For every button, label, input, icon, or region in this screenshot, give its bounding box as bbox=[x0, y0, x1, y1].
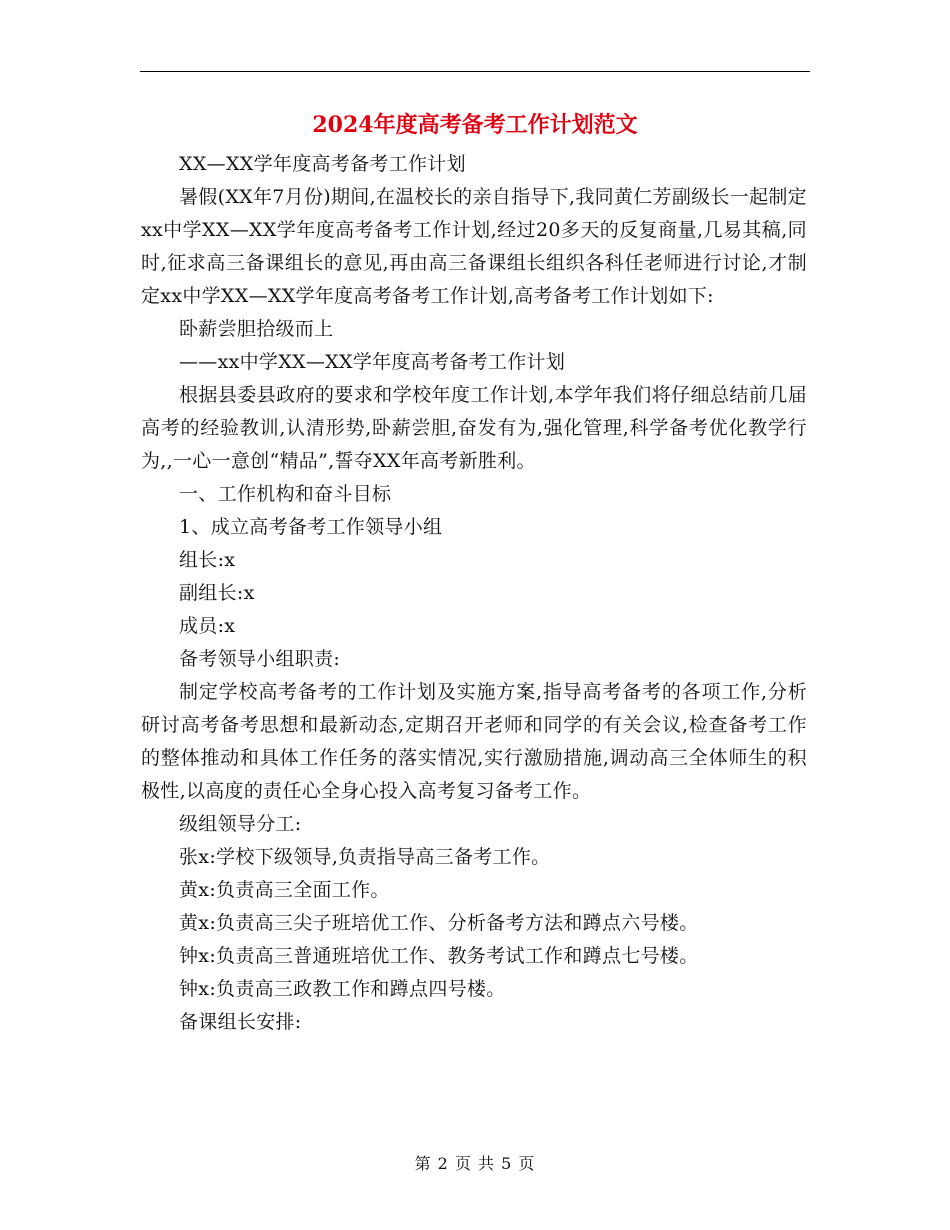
body-paragraph: XX—XX学年度高考备考工作计划 bbox=[179, 153, 466, 175]
body-paragraph: 备课组长安排: bbox=[179, 1011, 302, 1033]
body-paragraph: 副组长:x bbox=[179, 582, 255, 604]
document-title: 2024年度高考备考工作计划范文 bbox=[312, 112, 638, 138]
body-paragraph: 钟x:负责高三政教工作和蹲点四号楼。 bbox=[179, 978, 506, 1000]
page-number: 第 2 页 共 5 页 bbox=[414, 1154, 536, 1173]
body-paragraph: 备考领导小组职责: bbox=[179, 648, 341, 670]
body-paragraph: ——xx中学XX—XX学年度高考备考工作计划 bbox=[179, 351, 566, 373]
body-paragraph: 组长:x bbox=[179, 549, 236, 571]
body-paragraph: 成员:x bbox=[179, 615, 236, 637]
body-paragraph: 钟x:负责高三普通班培优工作、教务考试工作和蹲点七号楼。 bbox=[179, 945, 699, 967]
body-paragraph: 黄x:负责高三尖子班培优工作、分析备考方法和蹲点六号楼。 bbox=[179, 912, 699, 934]
body-paragraph: 1、成立高考备考工作领导小组 bbox=[179, 516, 443, 538]
body-paragraph: 暑假(XX年7月份)期间,在温校长的亲自指导下,我同黄仁芳副级长一起制定xx中学XX—XX学年度高考备考工作计划,经过20多天的反复商量,几易其稿,同时,征求高三备课组长的意见,再由高三备课组长组织各科任老师进行讨论,才制定xx中学XX—XX学年度高考备考工作计划,高考备考工作计划如下: bbox=[141, 186, 807, 307]
body-paragraph: 制定学校高考备考的工作计划及实施方案,指导高考备考的各项工作,分析研讨高考备考思想和最新动态,定期召开老师和同学的有关会议,检查备考工作的整体推动和具体工作任务的落实情况,实行激励措施,调动高三全体师生的积极性,以高度的责任心全身心投入高考复习备考工作。 bbox=[141, 681, 807, 802]
body-paragraph: 卧薪尝胆拾级而上 bbox=[179, 318, 334, 340]
body-paragraph: 根据县委县政府的要求和学校年度工作计划,本学年我们将仔细总结前几届高考的经验教训,认清形势,卧薪尝胆,奋发有为,强化管理,科学备考优化教学行为,,一心一意创“精品”,誓夺XX年高考新胜利。 bbox=[141, 384, 807, 472]
body-paragraph: 级组领导分工: bbox=[179, 813, 302, 835]
document-body bbox=[141, 148, 807, 1039]
body-paragraph: 黄x:负责高三全面工作。 bbox=[179, 879, 390, 901]
header-rule bbox=[140, 71, 810, 72]
body-paragraph: 张x:学校下级领导,负责指导高三备考工作。 bbox=[179, 846, 551, 868]
body-paragraph: 一、工作机构和奋斗目标 bbox=[179, 483, 392, 505]
